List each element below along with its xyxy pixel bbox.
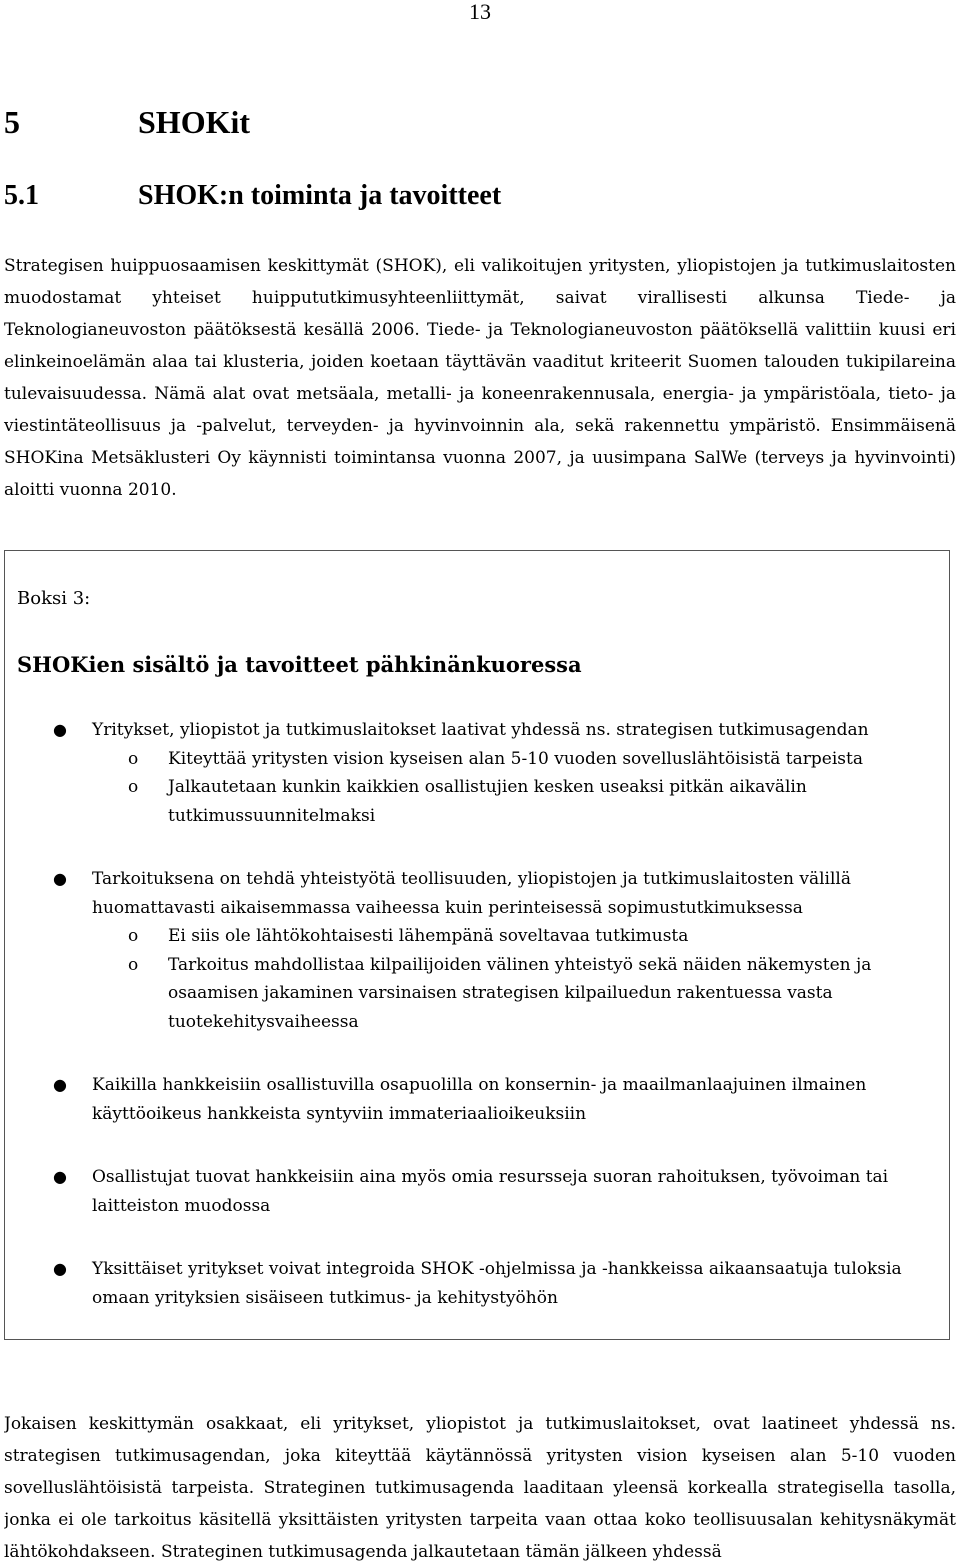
sub-list-item [92, 951, 931, 1037]
list-item [5, 1255, 945, 1312]
chapter-heading [4, 102, 250, 142]
list-item-text: Yksittäiset yritykset voivat integroida SHOK -ohjelmissa ja -hankkeissa aikaansaatuja tuloksia omaan yrityksien sisäiseen tutkimus- ja kehitystyöhön [92, 1259, 902, 1308]
sub-list-item-text: Jalkautetaan kunkin kaikkien osallistujien kesken useaksi pitkän aikavälin tutkimussuunnitelmaksi [168, 777, 807, 826]
section-number: 5.1 [4, 180, 39, 211]
sub-list-item-text: Tarkoitus mahdollistaa kilpailijoiden välinen yhteistyö sekä näiden näkemysten ja osaamisen jakaminen varsinaisen strategisen kilpailuedun rakentuessa vasta tuotekehitysvaiheessa [168, 954, 872, 1032]
sub-list [92, 922, 931, 1036]
list-item [5, 1071, 945, 1128]
list-item [5, 1163, 945, 1220]
bullet-icon: ● [53, 1167, 67, 1186]
circle-bullet-icon: o [128, 748, 139, 769]
intro-paragraph: Strategisen huippuosaamisen keskittymät (SHOK), eli valikoitujen yritysten, yliopistojen ja tutkimuslaitosten muodostamat yhteiset huippututkimusyhteenliittymät, saivat virallisesti alkunsa Tiede- ja Teknologianeuvoston päätöksestä kesällä 2006. Tiede- ja Teknologianeuvoston päätöksellä valittiin kuusi eri elinkeinoelämän alaa tai klusteria, joiden koetaan täyttävän vaaditut kriteerit Suomen talouden tukipilareina tulevaisuudessa. Nämä alat ovat metsäala, metalli- ja koneenrakennusala, energia- ja ympäristöala, tieto- ja viestintäteollisuus ja -palvelut, terveyden- ja hyvinvoinnin ala, sekä rakennettu ympäristö. Ensimmäisenä SHOKina Metsäklusteri Oy käynnisti toimintansa vuonna 2007, ja uusimpana SalWe (terveys ja hyvinvointi) aloitti vuonna 2010. [4, 256, 956, 500]
chapter-title: SHOKit [138, 104, 251, 140]
section-heading [4, 178, 501, 214]
box-label: Boksi 3: [17, 588, 91, 609]
list-item-text: Osallistujat tuovat hankkeisiin aina myös omia resursseja suoran rahoituksen, työvoiman tai laitteiston muodossa [92, 1167, 889, 1216]
bullet-icon: ● [53, 869, 67, 888]
bullet-icon: ● [53, 720, 67, 739]
sub-list-item-text: Ei siis ole lähtökohtaisesti lähempänä soveltavaa tutkimusta [168, 926, 689, 946]
chapter-number: 5 [4, 104, 20, 140]
list-item [5, 716, 945, 830]
info-box [4, 550, 950, 1340]
sub-list-item [92, 922, 931, 951]
page-number: 13 [469, 0, 491, 24]
bullet-icon: ● [53, 1075, 67, 1094]
list-item [5, 865, 945, 1036]
section-title: SHOK:n toiminta ja tavoitteet [138, 180, 502, 211]
box-bullet-list [5, 716, 945, 1347]
sub-list-item [92, 773, 931, 830]
body-paragraph: Jokaisen keskittymän osakkaat, eli yritykset, yliopistot ja tutkimuslaitokset, ovat laatineet yhdessä ns. strategisen tutkimusagendan, joka kiteyttää käytännössä yritysten vision kyseisen alan 5-10 vuoden sovelluslähtöisistä tarpeista. Strateginen tutkimusagenda laaditaan yleensä korkealla strategisella tasolla, jonka ei ole tarkoitus käsitellä yksittäisten yritysten tarpeita vaan ottaa koko teollisuusalan kehitysnäkymät lähtökohdakseen. Strateginen tutkimusagenda jalkautetaan tämän jälkeen yhdessä [4, 1414, 956, 1562]
sub-list-item-text: Kiteyttää yritysten vision kyseisen alan 5-10 vuoden sovelluslähtöisistä tarpeista [168, 748, 863, 769]
circle-bullet-icon: o [128, 777, 139, 797]
bullet-icon: ● [53, 1259, 67, 1278]
circle-bullet-icon: o [128, 926, 139, 946]
list-item-text: Tarkoituksena on tehdä yhteistyötä teollisuuden, yliopistojen ja tutkimuslaitosten välillä huomattavasti aikaisemmassa vaiheessa kuin perinteisessä sopimustutkimuksessa [92, 869, 851, 918]
sub-list-item [92, 745, 931, 774]
list-item-text: Yritykset, yliopistot ja tutkimuslaitokset laativat yhdessä ns. strategisen tutkimusagendan [92, 720, 869, 740]
sub-list [92, 745, 931, 831]
list-item-text: Kaikilla hankkeisiin osallistuvilla osapuolilla on konsernin- ja maailmanlaajuinen ilmainen käyttöoikeus hankkeista syntyviin immateriaalioikeuksiin [92, 1075, 867, 1124]
box-title: SHOKien sisältö ja tavoitteet pähkinänkuoressa [17, 652, 582, 677]
circle-bullet-icon: o [128, 954, 139, 975]
